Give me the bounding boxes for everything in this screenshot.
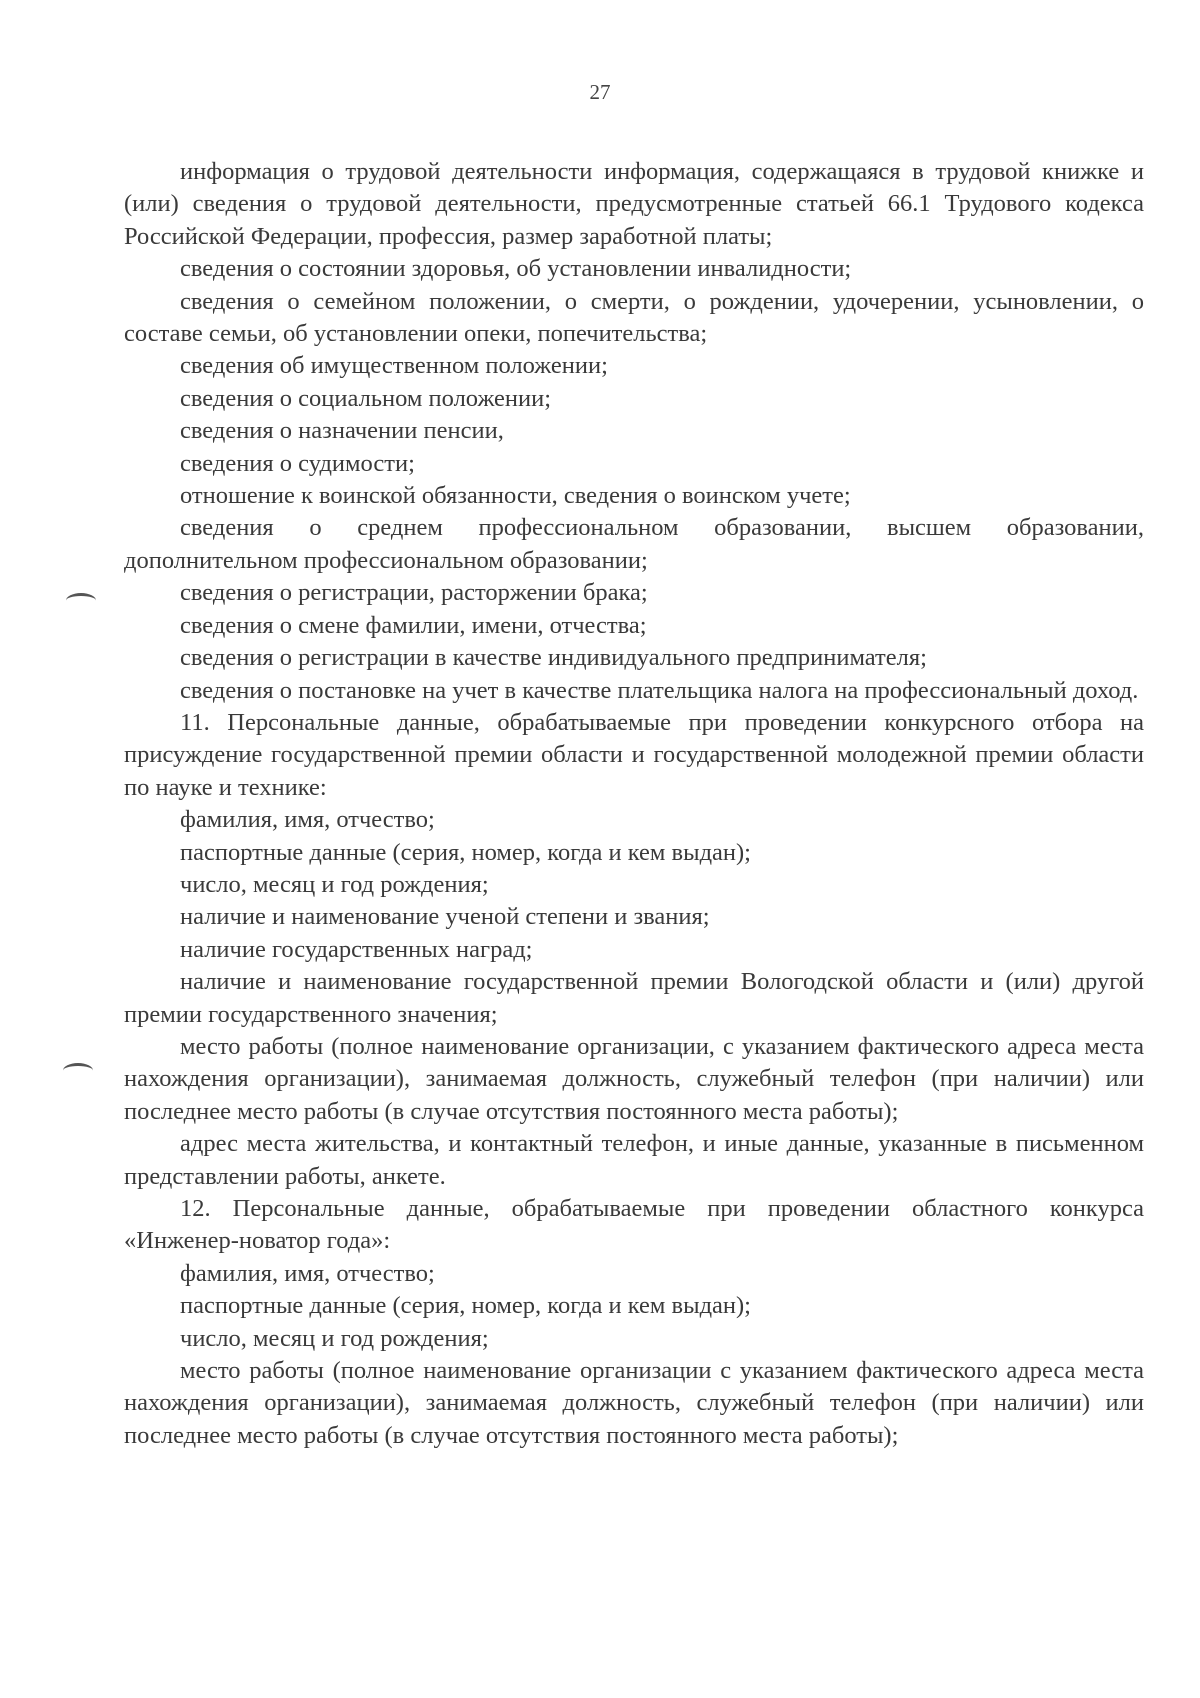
paragraph: адрес места жительства, и контактный телефон, и иные данные, указанные в письменном представлении работы, анкете. — [124, 1130, 1144, 1190]
paragraph: паспортные данные (серия, номер, когда и кем выдан); — [180, 1292, 751, 1320]
paragraph: сведения о смене фамилии, имени, отчества; — [180, 611, 647, 639]
section-heading-12: 12. Персональные данные, обрабатываемые при проведении областного конкурса «Инженер-новатор года»: — [124, 1195, 1144, 1255]
paragraph: сведения о регистрации, расторжении брака; — [180, 579, 648, 607]
paragraph: сведения о постановке на учет в качестве плательщика налога на профессиональный доход. — [180, 676, 1139, 704]
paragraph: сведения о семейном положении, о смерти, о рождении, удочерении, усыновлении, о составе семьи, об установлении опеки, попечительства; — [124, 287, 1144, 348]
paragraph: сведения о судимости; — [180, 449, 415, 477]
paragraph: число, месяц и год рождения; — [180, 1324, 489, 1352]
paragraph: наличие и наименование ученой степени и звания; — [180, 903, 710, 931]
paragraph: наличие и наименование государственной премии Вологодской области и (или) другой премии государственного значения; — [124, 968, 1144, 1028]
paragraph: фамилия, имя, отчество; — [180, 1259, 435, 1287]
paragraph: место работы (полное наименование организации с указанием фактического адреса места нахождения организации), занимаемая должность, служебный телефон (при наличии) или последнее место работы (в случае отсутствия постоянного места работы); — [124, 1357, 1144, 1449]
paragraph: число, месяц и год рождения; — [180, 870, 489, 898]
paragraph: сведения о регистрации в качестве индивидуального предпринимателя; — [180, 644, 927, 672]
paragraph: сведения о среднем профессиональном образовании, высшем образовании, дополнительном профессиональном образовании; — [124, 514, 1144, 574]
paragraph: сведения о назначении пенсии, — [180, 417, 504, 445]
paragraph: паспортные данные (серия, номер, когда и кем выдан); — [180, 838, 751, 866]
paragraph: фамилия, имя, отчество; — [180, 806, 435, 834]
margin-pencil-mark — [63, 1063, 93, 1078]
margin-pencil-mark — [66, 593, 96, 608]
document-body — [124, 156, 1144, 1452]
paragraph: отношение к воинской обязанности, сведения о воинском учете; — [180, 482, 851, 510]
paragraph: сведения об имущественном положении; — [180, 352, 608, 380]
paragraph: информация о трудовой деятельности информация, содержащаяся в трудовой книжке и (или) сведения о трудовой деятельности, предусмотренные статьей 66.1 Трудового кодекса Российской Федерации, профессия, размер заработной платы; — [124, 158, 1144, 250]
paragraph: место работы (полное наименование организации, с указанием фактического адреса места нахождения организации), занимаемая должность, служебный телефон (при наличии) или последнее место работы (в случае отсутствия постоянного места работы); — [124, 1032, 1144, 1125]
page-number: 27 — [589, 80, 611, 104]
paragraph: сведения о социальном положении; — [180, 384, 552, 412]
paragraph: сведения о состоянии здоровья, об установлении инвалидности; — [180, 255, 852, 283]
paragraph: наличие государственных наград; — [180, 935, 533, 963]
section-heading-11: 11. Персональные данные, обрабатываемые при проведении конкурсного отбора на присуждение государственной премии области и государственной молодежной премии области по науке и технике: — [124, 708, 1144, 801]
